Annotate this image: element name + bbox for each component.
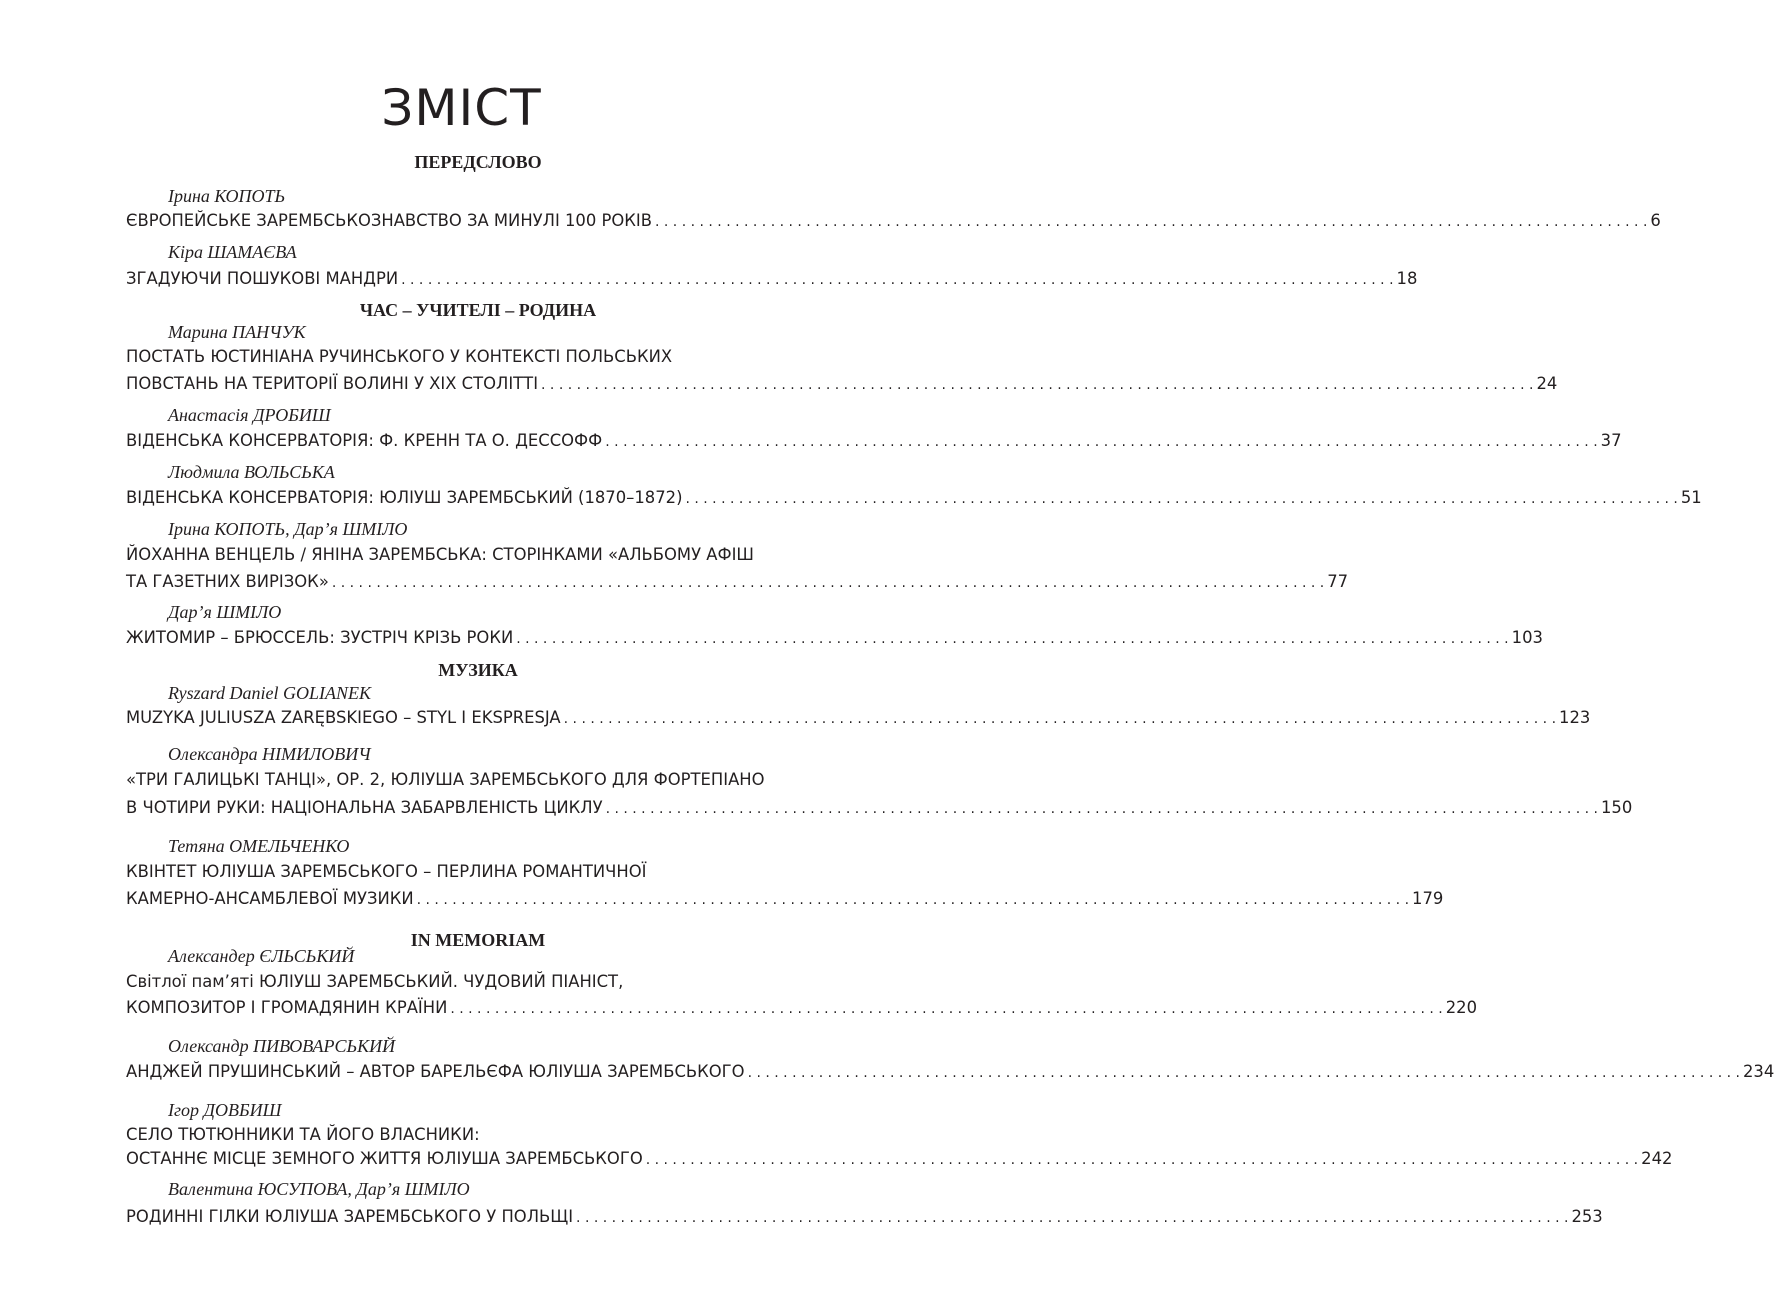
dot-leader	[450, 997, 1442, 1021]
toc-entry[interactable]	[126, 570, 1349, 594]
entry-author: Ірина КОПОТЬ	[168, 186, 286, 206]
section-heading: МУЗИКА	[438, 660, 518, 680]
toc-entry[interactable]	[126, 267, 1418, 291]
page-number: 77	[1327, 572, 1349, 591]
page-number: 150	[1600, 798, 1633, 817]
entry-author: Кіра ШАМАЄВА	[168, 242, 297, 262]
entry-title: ЗГАДУЮЧИ ПОШУКОВІ МАНДРИ	[126, 269, 399, 288]
toc-entry[interactable]	[126, 706, 1591, 730]
entry-author: Ірина КОПОТЬ, Дар’я ШМІЛО	[168, 519, 408, 539]
section-heading: ПЕРЕДСЛОВО	[414, 152, 542, 172]
entry-title-line: КВІНТЕТ ЮЛІУША ЗАРЕМБСЬКОГО – ПЕРЛИНА РОМАНТИЧНОЇ	[126, 862, 647, 881]
dot-leader	[541, 373, 1533, 397]
entry-author: Валентина ЮСУПОВА, Дар’я ШМІЛО	[168, 1179, 470, 1199]
dot-leader	[564, 707, 1556, 731]
entry-title: ВІДЕНСЬКА КОНСЕРВАТОРІЯ: Ф. КРЕНН ТА О. ДЕССОФФ	[126, 431, 603, 450]
dot-leader	[685, 487, 1677, 511]
dot-leader	[332, 571, 1324, 595]
toc-entry[interactable]	[126, 429, 1622, 453]
entry-author: Ryszard Daniel GOLIANEK	[168, 683, 372, 703]
dot-leader	[401, 268, 1393, 292]
entry-title: ТА ГАЗЕТНИХ ВИРІЗОК»	[126, 572, 329, 591]
entry-title: АНДЖЕЙ ПРУШИНСЬКИЙ – АВТОР БАРЕЛЬЄФА ЮЛІУША ЗАРЕМБСЬКОГО	[126, 1062, 745, 1081]
dot-leader	[576, 1206, 1568, 1230]
entry-title: ЄВРОПЕЙСЬКЕ ЗАРЕМБСЬКОЗНАВСТВО ЗА МИНУЛІ 100 РОКІВ	[126, 211, 652, 230]
dot-leader	[606, 797, 1598, 821]
toc-entry[interactable]	[126, 486, 1702, 510]
entry-author: Дар’я ШМІЛО	[168, 602, 282, 622]
entry-author: Людмила ВОЛЬСЬКА	[168, 462, 335, 482]
page-number: 242	[1641, 1149, 1673, 1168]
page-number: 179	[1412, 889, 1444, 908]
page-title: ЗМІСТ	[381, 79, 542, 137]
entry-author: Александер ЄЛЬСЬКИЙ	[168, 946, 355, 966]
entry-title: КОМПОЗИТОР І ГРОМАДЯНИН КРАЇНИ	[126, 998, 448, 1017]
entry-author: Марина ПАНЧУК	[168, 322, 306, 342]
dot-leader	[516, 627, 1508, 651]
toc-entry[interactable]	[126, 1060, 1774, 1084]
dot-leader	[646, 1148, 1638, 1172]
entry-title: ЖИТОМИР – БРЮССЕЛЬ: ЗУСТРІЧ КРІЗЬ РОКИ	[126, 628, 514, 647]
dot-leader	[748, 1061, 1740, 1085]
entry-author: Тетяна ОМЕЛЬЧЕНКО	[168, 836, 350, 856]
toc-entry[interactable]	[126, 626, 1543, 650]
toc-entry[interactable]	[126, 1147, 1673, 1171]
entry-title: РОДИННІ ГІЛКИ ЮЛІУША ЗАРЕМБСЬКОГО У ПОЛЬЩІ	[126, 1207, 574, 1226]
dot-leader	[655, 210, 1647, 234]
dot-leader	[417, 888, 1409, 912]
entry-title-line: «ТРИ ГАЛИЦЬКІ ТАНЦІ», ОР. 2, ЮЛІУША ЗАРЕМБСЬКОГО ДЛЯ ФОРТЕПІАНО	[126, 770, 765, 789]
entry-title: ОСТАННЄ МІСЦЕ ЗЕМНОГО ЖИТТЯ ЮЛІУША ЗАРЕМБСЬКОГО	[126, 1149, 643, 1168]
page-number: 253	[1571, 1207, 1603, 1226]
entry-author: Ігор ДОВБИШ	[168, 1100, 282, 1120]
entry-title-line: ПОСТАТЬ ЮСТИНІАНА РУЧИНСЬКОГО У КОНТЕКСТІ ПОЛЬСЬКИХ	[126, 347, 673, 366]
page-number: 6	[1650, 211, 1661, 230]
page-number: 37	[1600, 431, 1622, 450]
page-number: 103	[1511, 628, 1543, 647]
entry-title-line: ЙОХАННА ВЕНЦЕЛЬ / ЯНІНА ЗАРЕМБСЬКА: СТОРІНКАМИ «АЛЬБОМУ АФІШ	[126, 545, 754, 564]
toc-entry[interactable]	[126, 796, 1633, 820]
section-heading: IN MEMORIAM	[410, 930, 546, 950]
entry-title: В ЧОТИРИ РУКИ: НАЦІОНАЛЬНА ЗАБАРВЛЕНІСТЬ ЦИКЛУ	[126, 798, 603, 817]
entry-title: ПОВСТАНЬ НА ТЕРИТОРІЇ ВОЛИНІ У ХІХ СТОЛІТТІ	[126, 374, 539, 393]
toc-entry[interactable]	[126, 887, 1444, 911]
toc-entry[interactable]	[126, 372, 1558, 396]
entry-author: Олександра НІМИЛОВИЧ	[168, 744, 371, 764]
page-number: 18	[1396, 269, 1418, 288]
entry-author: Олександр ПИВОВАРСЬКИЙ	[168, 1036, 396, 1056]
section-heading: ЧАС – УЧИТЕЛІ – РОДИНА	[359, 300, 597, 320]
entry-author: Анастасія ДРОБИШ	[168, 405, 331, 425]
page-number: 234	[1742, 1062, 1774, 1081]
entry-title-line: СЕЛО ТЮТЮННИКИ ТА ЙОГО ВЛАСНИКИ:	[126, 1125, 480, 1144]
toc-entry[interactable]	[126, 1205, 1603, 1229]
dot-leader	[605, 430, 1597, 454]
page-number: 220	[1445, 998, 1478, 1017]
page-number: 24	[1536, 374, 1558, 393]
toc-entry[interactable]	[126, 209, 1661, 233]
page-number: 51	[1680, 488, 1702, 507]
toc-entry[interactable]	[126, 996, 1478, 1020]
entry-title: ВІДЕНСЬКА КОНСЕРВАТОРІЯ: ЮЛІУШ ЗАРЕМБСЬКИЙ (1870–1872)	[126, 488, 683, 507]
entry-title-line: Світлої пам’яті ЮЛІУШ ЗАРЕМБСЬКИЙ. ЧУДОВИЙ ПІАНІСТ,	[126, 972, 624, 991]
entry-title: MUZYKA JULIUSZA ZARĘBSKIEGO – STYL I EKSPRESJA	[126, 708, 561, 727]
page-number: 123	[1559, 708, 1591, 727]
entry-title: КАМЕРНО-АНСАМБЛЕВОЇ МУЗИКИ	[126, 889, 414, 908]
